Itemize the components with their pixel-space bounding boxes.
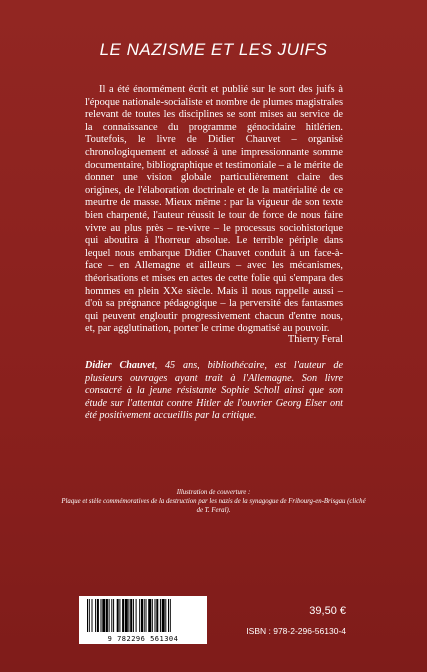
barcode-bar — [119, 599, 120, 632]
illustration-credit — [60, 488, 367, 515]
barcode-bar — [130, 599, 132, 632]
price: 39,50 € — [309, 605, 346, 617]
barcode-bar — [141, 599, 143, 632]
barcode-bar — [117, 599, 119, 632]
author-bio-text: , 45 ans, bibliothécaire, est l'auteur de plusieurs ouvrages ayant trait à l'Allemagne. Son livre consacré à la jeune résistante Sophie Scholl ainsi que son étude sur l'attentat contre Hitler de l'ouvrier Georg Elser ont été positivement accueillis par la critique. — [85, 360, 343, 422]
barcode-bar — [155, 599, 156, 632]
barcode-bar — [128, 599, 129, 632]
barcode-bar — [156, 599, 158, 632]
barcode-bar — [92, 599, 93, 632]
barcode-bar — [87, 599, 88, 632]
barcode-bar — [168, 599, 169, 632]
barcode-bar — [146, 599, 147, 632]
blurb-text: Il a été énormément écrit et publié sur le sort des juifs à l'époque nationale-socialiste et nombre de plumes magistrales relevant de toutes les disciplines se sont mises au service de la connaissance du programme génocidaire hitlérien. Toutefois, le livre de Didier Chauvet – organisé chronologiquement et adossé à une impressionnante somme documentaire, bibliographique et testimoniale – a le mérite de donner une vision globale particulièrement claire des origines, de l'élaboration doctrinale et de la matérialité de ce meurtre de masse. Mieux même : par la vigueur de son texte bien charpenté, l'auteur réussit le tour de force de nous faire vivre au plus près – re-vivre – le processus sociohistorique qui aboutira à l'horreur absolue. Le terrible périple dans lequel nous embarque Didier Chauvet conduit à un face-à-face – en Allemagne et ailleurs – avec les mécanismes, théorisations et mises en actes de cette folie qui s'empara des hommes en plein XXe siècle. Mais il nous rappelle aussi – d'où sa prégnance pédagogique – la perversité des fantasmes qui peuvent engloutir progressivement chacun d'entre nous, et, par agglutination, porter le crime dogmatisé au pouvoir. — [85, 84, 343, 335]
barcode-bar — [152, 599, 153, 632]
barcode-bar — [160, 599, 161, 632]
barcode-bar — [122, 599, 124, 632]
barcode-bar — [113, 599, 114, 632]
barcode-bar — [165, 599, 166, 632]
barcode-bar — [101, 599, 102, 632]
barcode-bar — [148, 599, 151, 632]
blurb-signature: Thierry Feral — [287, 334, 343, 345]
barcode-bar — [125, 599, 128, 632]
barcode-bar — [102, 599, 105, 632]
barcode — [79, 596, 207, 644]
barcode-bar — [111, 599, 112, 632]
barcode-bar — [136, 599, 137, 632]
illustration-heading: Illustration de couverture : — [176, 489, 251, 496]
barcode-bar — [133, 599, 134, 632]
barcode-bar — [139, 599, 140, 632]
barcode-bar — [97, 599, 99, 632]
barcode-bars — [85, 599, 201, 632]
barcode-bar — [162, 599, 165, 632]
illustration-caption: Plaque et stèle commémoratives de la destruction par les nazis de la synagogue de Fribourg-en-Brisgau (cliché de T. Feral). — [61, 498, 366, 514]
isbn: ISBN : 978-2-296-56130-4 — [246, 626, 346, 636]
barcode-bar — [170, 599, 171, 632]
barcode-bar — [144, 599, 145, 632]
barcode-bar — [95, 599, 96, 632]
author-bio — [85, 360, 343, 423]
book-title: LE NAZISME ET LES JUIFS — [99, 40, 328, 59]
barcode-bar — [109, 599, 110, 632]
barcode-bar — [89, 599, 90, 632]
author-name: Didier Chauvet — [85, 360, 155, 371]
barcode-number: 9 782296 561304 — [107, 635, 179, 643]
barcode-bar — [106, 599, 108, 632]
